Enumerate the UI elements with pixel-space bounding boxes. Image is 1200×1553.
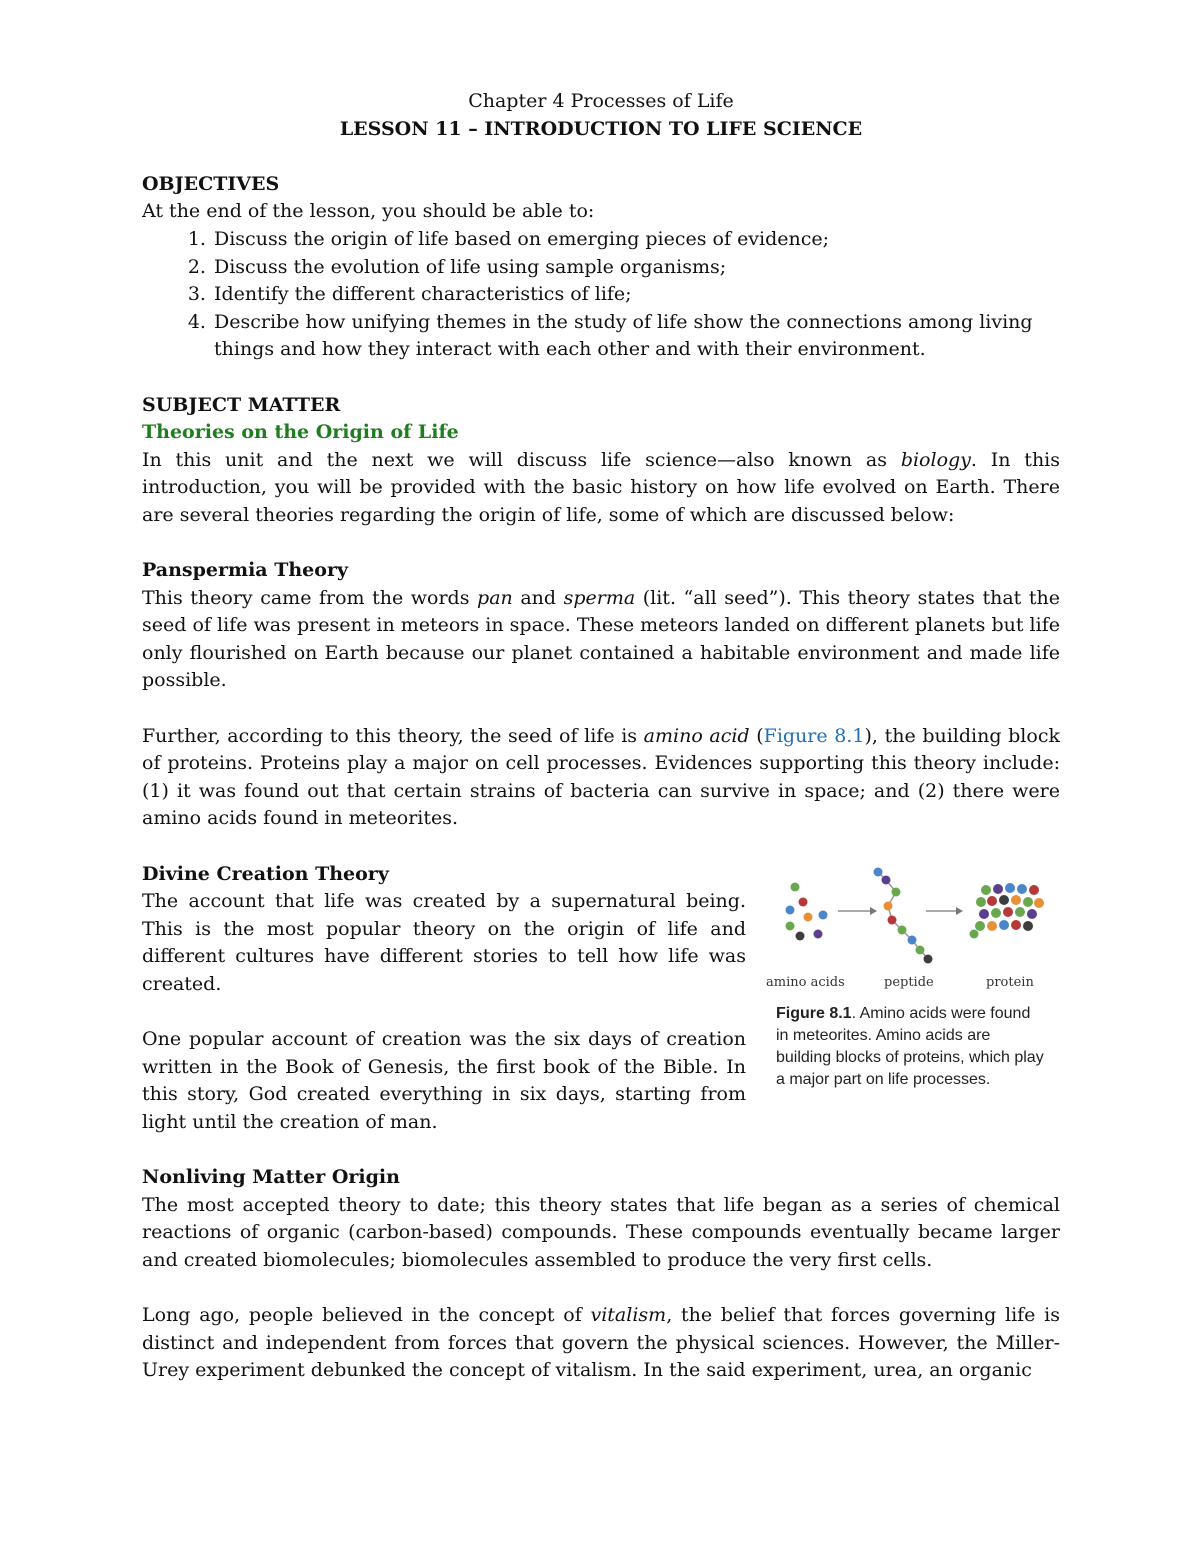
lesson-title: LESSON 11 – INTRODUCTION TO LIFE SCIENCE xyxy=(339,117,863,140)
subject-intro: In this unit and the next we will discuss life science—also known as biology. In this introduction, you will be provided with the basic history on how life evolved on Earth. There are several theories regarding the origin of life, some of which are discussed below: xyxy=(142,448,1061,526)
arrow-icon xyxy=(838,907,877,915)
peptide-chain xyxy=(874,868,933,964)
amino-acids-group xyxy=(786,883,828,941)
chapter-title: Chapter 4 Processes of Life xyxy=(468,90,734,112)
protein-cluster xyxy=(970,883,1045,939)
panspermia-paragraph-1: This theory came from the words pan and sperma (lit. “all seed”). This theory states that the seed of life was present in meteors in space. These meteors landed on different planets but life only flourished on Earth because our planet contained a habitable environment and made life possible. xyxy=(142,586,1060,692)
origin-theories-heading: Theories on the Origin of Life xyxy=(142,421,459,444)
figure-caption-label: Figure 8.1 xyxy=(776,1005,852,1022)
label-peptide: peptide xyxy=(884,975,934,990)
divine-creation-heading: Divine Creation Theory xyxy=(142,862,389,885)
objective-item: 4. Describe how unifying themes in the study of life show the connections among living things and how they interact with each other and with their environment. xyxy=(212,309,1060,364)
label-amino-acids: amino acids xyxy=(766,975,845,990)
document-body xyxy=(142,88,1060,1385)
nonliving-origin-heading: Nonliving Matter Origin xyxy=(142,1166,400,1189)
panspermia-paragraph-2: Further, according to this theory, the seed of life is amino acid (Figure 8.1), the building block of proteins. Proteins play a major on cell processes. Evidences supporting this theory include: (1) it was found out that certain strains of bacteria can survive in space; and (2) there were amino acids found in meteorites. xyxy=(142,724,1060,830)
figure-labels xyxy=(766,975,1034,990)
arrow-icon xyxy=(926,907,963,915)
objective-item: 1. Discuss the origin of life based on emerging pieces of evidence; xyxy=(212,226,1060,254)
objectives-intro: At the end of the lesson, you should be able to: xyxy=(142,200,595,223)
objective-item: 2. Discuss the evolution of life using sample organisms; xyxy=(212,254,1060,282)
figure-caption: Figure 8.1. Amino acids were found in meteorites. Amino acids are building blocks of proteins, which play a major part on life processes. xyxy=(776,1005,1044,1088)
nonliving-origin-paragraph-1: The most accepted theory to date; this theory states that life began as a series of chemical reactions of organic (carbon-based) compounds. These compounds eventually became larger and created biomolecules; biomolecules assembled to produce the very first cells. xyxy=(142,1193,1060,1271)
figure-reference-link[interactable]: Figure 8.1 xyxy=(763,724,865,747)
panspermia-heading: Panspermia Theory xyxy=(142,559,348,582)
objective-item: 3. Identify the different characteristics of life; xyxy=(212,281,1060,309)
amino-acid-illustration xyxy=(766,862,1056,997)
label-protein: protein xyxy=(986,975,1034,990)
nonliving-origin-paragraph-2: Long ago, people believed in the concept of vitalism, the belief that forces governing life is distinct and independent from forces that govern the physical sciences. However, the Miller-Urey experiment debunked the concept of vitalism. In the said experiment, urea, an organic xyxy=(142,1304,1060,1382)
divine-creation-paragraph-1: The account that life was created by a supernatural being. This is the most popular theory on the origin of life and different cultures have different stories to tell how life was created. xyxy=(142,890,746,995)
divine-creation-paragraph-2: One popular account of creation was the six days of creation written in the Book of Genesis, the first book of the Bible. In this story, God created everything in six days, starting from light until the creation of man. xyxy=(142,1028,746,1133)
objectives-heading: OBJECTIVES xyxy=(142,172,280,195)
figure-8-1 xyxy=(766,862,1066,1091)
objectives-list xyxy=(142,226,1060,364)
subject-matter-heading: SUBJECT MATTER xyxy=(142,393,341,416)
